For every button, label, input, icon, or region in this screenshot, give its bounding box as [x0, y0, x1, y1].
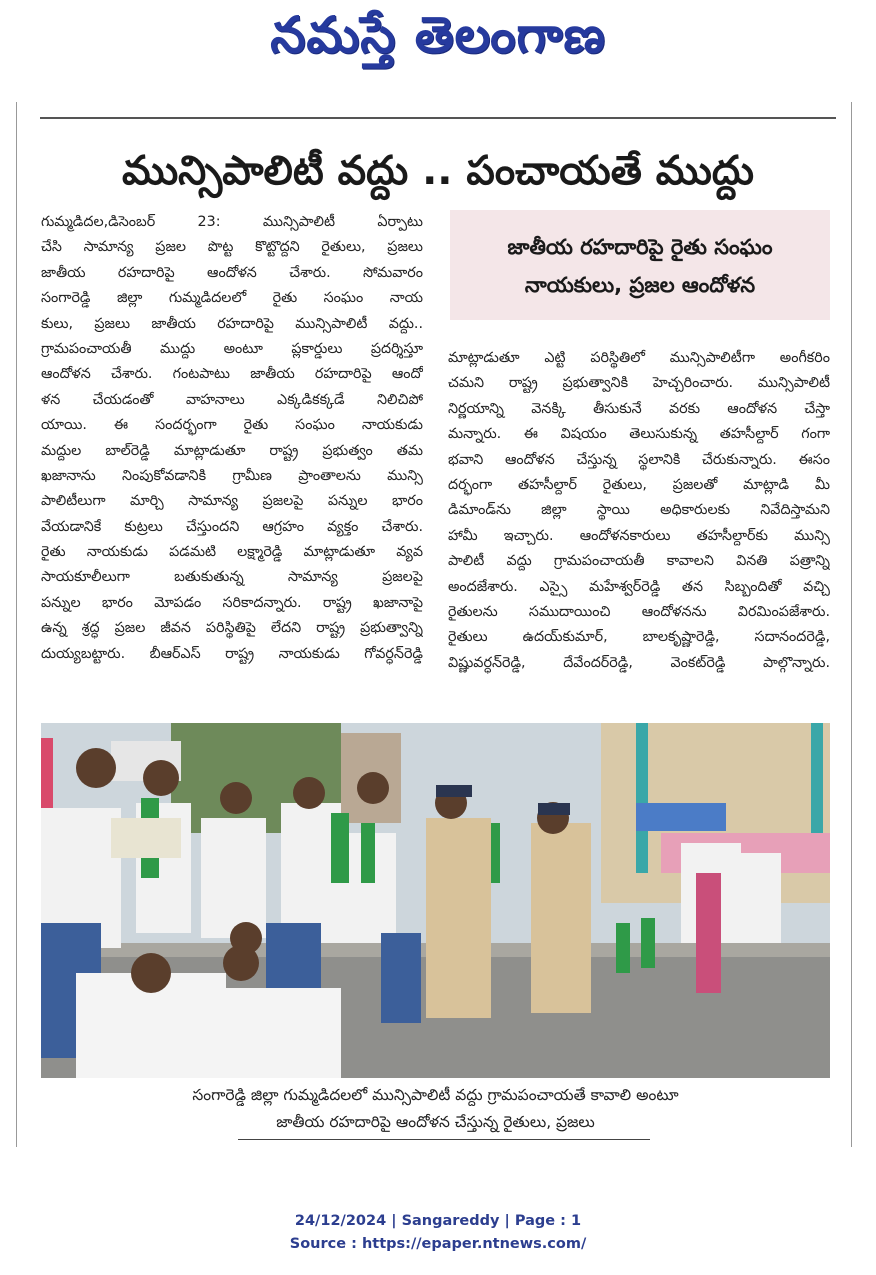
article-text-line: దర్భంగా తహసీల్దార్ రైతులు, ప్రజలతో మాట్లాడి మీ	[448, 476, 830, 493]
article-text-line: హామీ ఇచ్చారు. ఆందోళనకారులు తహసీల్దార్‌కు మున్సి	[448, 527, 830, 544]
article-text-line: సంగారెడ్డి జిల్లా గుమ్మడిదలలో రైతు సంఘం నాయ	[41, 290, 423, 307]
article-text-line: రైతులు ఉదయ్‌కుమార్, బాలకృష్ణారెడ్డి, సదానందరెడ్డి,	[448, 629, 830, 646]
caption-line: జాతీయ రహదారిపై ఆందోళన చేస్తున్న రైతులు, ప్రజలు	[276, 1113, 595, 1131]
masthead	[0, 6, 876, 76]
article-text-line: జాతీయ రహదారిపై ఆందోళన చేశారు. సోమవారం	[41, 264, 423, 281]
article-text-line: మద్దుల బాల్‌రెడ్డి మాట్లాడుతూ రాష్ట్ర ప్రభుత్వం తమ	[41, 442, 423, 459]
callout-line: జాతీయ రహదారిపై రైతు సంఘం	[507, 235, 773, 259]
article-text-line: విష్ణువర్ధన్‌రెడ్డి, దేవేందర్‌రెడ్డి, వెంకట్‌రెడ్డి పాల్గొన్నారు.	[448, 654, 830, 671]
article-text-line: మాట్లాడుతూ ఎట్టి పరిస్థితిలో మున్సిపాలిటీగా అంగీకరిం	[448, 350, 830, 366]
article-text-line: మన్నారు. ఈ విషయం తెలుసుకున్న తహసీల్దార్ గంగా	[448, 426, 830, 443]
article-text-line: గ్రామపంచాయతీ ముద్దు అంటూ ప్లకార్డులు ప్రదర్శిస్తూ	[41, 340, 423, 357]
article-text-line: చమని రాష్ట్ర ప్రభుత్వానికి హెచ్చరించారు. మున్సిపాలిటీ	[448, 375, 830, 392]
page-border-left	[16, 102, 17, 1147]
article-text-line: రైతు నాయకుడు పడమటి లక్ష్మారెడ్డి మాట్లాడుతూ వ్యవ	[41, 544, 423, 561]
article-headline: మున్సిపాలిటీ వద్దు .. పంచాయతే ముద్దు	[122, 148, 754, 194]
article-text-line: ఉన్న శ్రద్ధ ప్రజల జీవన పరిస్థితిపై లేదని రాష్ట్ర ప్రభుత్వాన్ని	[41, 620, 423, 637]
callout-line: నాయకులు, ప్రజల ఆందోళన	[524, 273, 756, 297]
footer-source-link[interactable]: Source : https://epaper.ntnews.com/	[289, 1236, 587, 1252]
article-text-line: ఆందోళన చేశారు. గంటపాటు జాతీయ రహదారిపై ఆందో	[41, 366, 423, 383]
protest-photo-illustration	[41, 723, 830, 1078]
article-text-line: పన్నుల భారం మోపడం సరికాదన్నారు. రాష్ట్ర ఖజానాపై	[41, 594, 423, 611]
article-text-line: వేయడానికే కుట్రలు చేస్తుందని ఆగ్రహం వ్యక్తం చేశారు.	[41, 518, 423, 535]
article-text-line: పాలిటీలుగా మార్చి సామాన్య ప్రజలపై పన్నుల భారం	[41, 493, 423, 510]
caption-line: సంగారెడ్డి జిల్లా గుమ్మడిదలలో మున్సిపాలిటీ వద్దు గ్రామపంచాయతే కావాలి అంటూ	[192, 1086, 679, 1104]
footer-date-edition: 24/12/2024 | Sangareddy | Page : 1	[294, 1213, 582, 1229]
article-text-line: రైతులను సముదాయించి ఆందోళనను విరమింపజేశారు.	[448, 603, 830, 620]
article-text-line: కులు, ప్రజలు జాతీయ రహదారిపై మున్సిపాలిటీ వద్దు..	[41, 315, 423, 332]
article-text-line: గుమ్మడిదల,డిసెంబర్ 23: మున్సిపాలిటీ ఏర్పాటు	[41, 214, 423, 230]
article-text-line: అందజేశారు. ఎస్సై మహేశ్వర్‌రెడ్డి తన సిబ్బందితో వచ్చి	[448, 578, 830, 595]
article-column-left	[41, 210, 423, 667]
article-text-line: దుయ్యబట్టారు. బీఆర్‌ఎస్ రాష్ట్ర నాయకుడు గోవర్ధన్‌రెడ్డి	[41, 645, 423, 662]
article-column-right	[448, 346, 830, 676]
page-border-right	[851, 102, 852, 1147]
news-photo	[41, 723, 830, 1078]
article-text-line: యాయి. ఈ సందర్భంగా రైతు సంఘం నాయకుడు	[41, 417, 423, 434]
photo-caption	[41, 1082, 830, 1136]
article-text-line: భవాని ఆందోళన చేస్తున్న స్థలానికి చేరుకున్నారు. ఈసం	[448, 451, 830, 468]
article-text-line: సాయకూలీలుగా బతుకుతున్న సామాన్య ప్రజలపై	[41, 569, 423, 586]
article-text-line: డిమాండ్‌ను జిల్లా స్థాయి అధికారులకు నివేదిస్తామని	[448, 502, 830, 519]
article-text-line: ళన చేయడంతో వాహనాలు ఎక్కడికక్కడే నిలిచిపో	[41, 391, 423, 408]
caption-underline	[238, 1139, 650, 1140]
subheadline-callout	[450, 210, 830, 320]
article-text-line: నిర్ణయాన్ని వెనక్కి తీసుకునే వరకు ఆందోళన చేస్తా	[448, 400, 830, 417]
article-text-line: ఖజానాను నింపుకోవడానికి గ్రామీణ ప్రాంతాలను మున్సి	[41, 467, 423, 484]
masthead-title: నమస్తే తెలంగాణ	[270, 5, 606, 64]
article-text-line: చేసి సామాన్య ప్రజల పొట్ట కొట్టొద్దని రైతులు, ప్రజలు	[41, 239, 423, 256]
header-rule	[40, 117, 836, 119]
article-text-line: పాలిటీ వద్దు గ్రామపంచాయతీ కావాలని వినతి పత్రాన్ని	[448, 553, 830, 570]
page-footer	[0, 1210, 876, 1256]
